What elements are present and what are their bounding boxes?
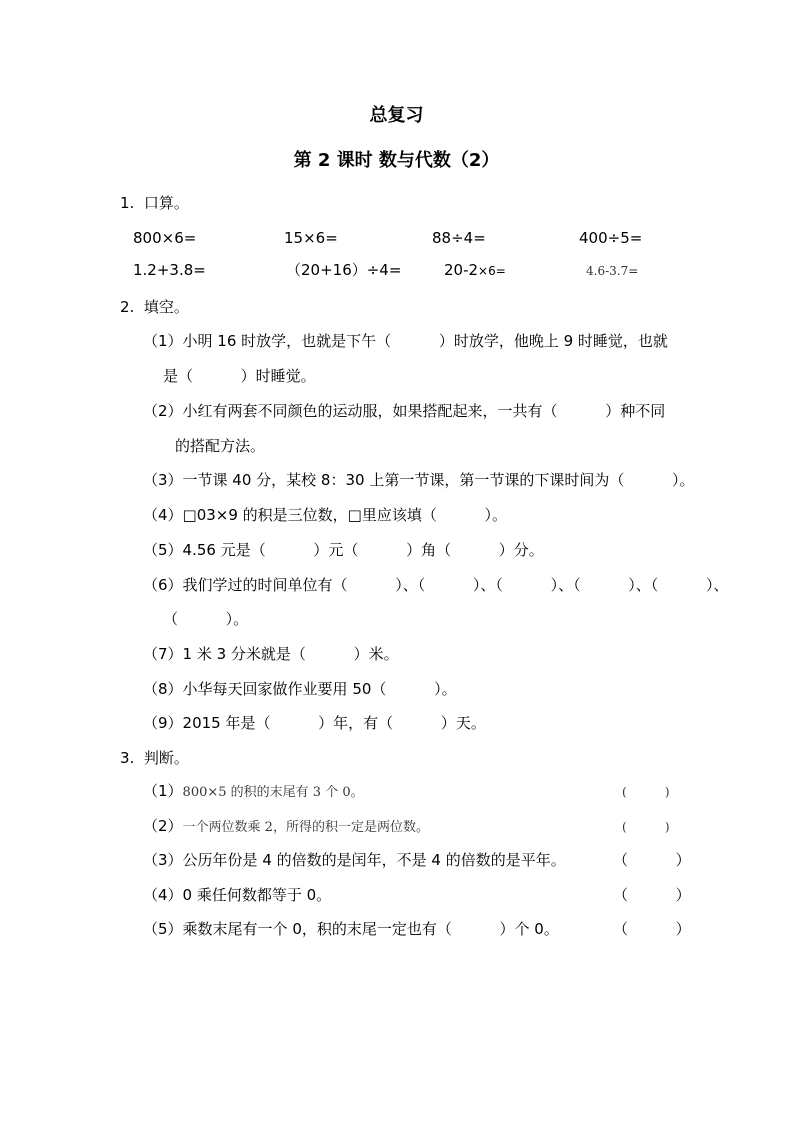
judge-item [143,885,331,905]
calc-item: 15×6= [284,229,338,247]
fill-item: （5）4.56 元是（ ）元（ ）角（ ）分。 [143,541,544,559]
lesson-subtitle: 第 2 课时 数与代数（2） [293,150,500,171]
fill-item: （7）1 米 3 分米就是（ ）米。 [143,645,399,663]
answer-bracket: ( ) [622,820,670,834]
judge-item-number: （5） [143,920,183,938]
fill-item: （6）我们学过的时间单位有（ ）、（ ）、（ ）、（ ）、（ ）、 [143,576,729,594]
judge-item-text: 公历年份是 4 的倍数的是闰年，不是 4 的倍数的是平年。 [182,851,566,869]
judge-item-number: （2） [143,817,183,835]
calc-item [444,260,506,281]
judge-item [143,781,364,803]
calc-item: 800×6= [133,229,197,247]
fill-item: （2）小红有两套不同颜色的运动服，如果搭配起来，一共有（ ）种不同 [143,402,666,420]
fill-item: （9）2015 年是（ ）年，有（ ）天。 [143,714,486,732]
section1-heading: 1. 口算。 [120,194,189,212]
fill-item-continuation: 是（ ）时睡觉。 [163,367,316,385]
calc-item: （20+16）÷4= [286,261,402,279]
calc-item: 400÷5= [579,229,643,247]
judge-item-text: 一个两位数乘 2，所得的积一定是两位数。 [182,820,429,835]
fill-item-continuation: 的搭配方法。 [175,437,266,455]
calc-item-small: ×6= [478,264,506,278]
page-title: 总复习 [369,105,424,126]
judge-item [143,816,429,838]
judge-item [143,919,559,939]
calc-item: 1.2+3.8= [133,261,206,279]
judge-item [143,850,566,870]
judge-item-number: （4） [143,886,183,904]
calc-item: 88÷4= [432,229,486,247]
answer-bracket: （ ） [613,920,691,938]
judge-item-text: 0 乘任何数都等于 0。 [182,886,332,904]
answer-bracket: （ ） [613,851,691,869]
calc-item-main: 20-2 [444,261,479,279]
answer-bracket: （ ） [613,886,691,904]
judge-item-text: 800×5 的积的末尾有 3 个 0。 [182,785,364,800]
section3-heading: 3. 判断。 [120,749,189,767]
fill-item: （3）一节课 40 分，某校 8：30 上第一节课，第一节课的下课时间为（ ）。 [143,471,695,489]
section2-heading: 2. 填空。 [120,298,189,316]
judge-item-number: （1） [143,782,183,800]
fill-item: （4）□03×9 的积是三位数，□里应该填（ ）。 [143,506,508,524]
calc-item: 4.6-3.7= [586,264,639,278]
judge-item-number: （3） [143,851,183,869]
answer-bracket: ( ) [622,785,670,799]
judge-item-text: 乘数末尾有一个 0，积的末尾一定也有（ ）个 0。 [182,920,559,938]
fill-item-continuation: （ ）。 [163,610,249,628]
fill-item: （8）小华每天回家做作业要用 50（ ）。 [143,680,457,698]
fill-item: （1）小明 16 时放学，也就是下午（ ）时放学，他晚上 9 时睡觉，也就 [143,332,668,350]
